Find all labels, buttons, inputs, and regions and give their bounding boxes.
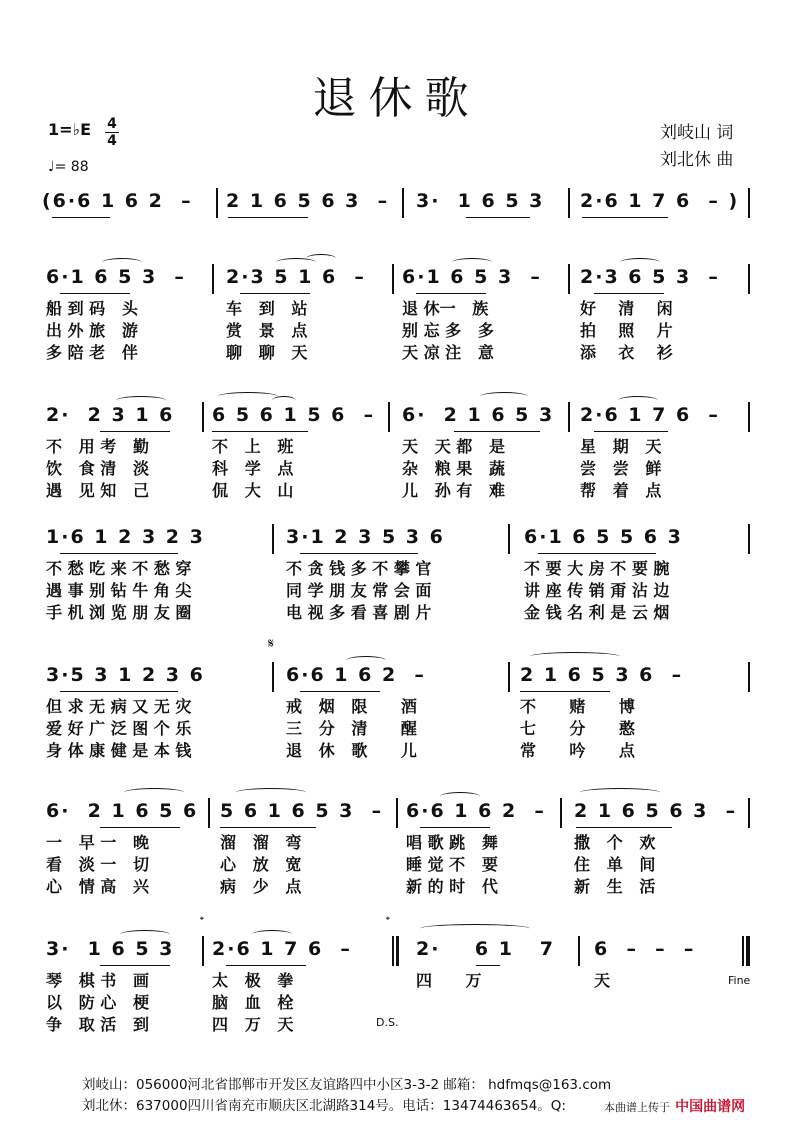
lyric: 杂 粮 果 蔬 xyxy=(402,459,505,478)
beam xyxy=(594,431,668,432)
barline xyxy=(272,524,274,554)
upload-note: 本曲谱上传于 xyxy=(604,1101,670,1114)
beam xyxy=(454,431,540,432)
lyric: 唱 歌 跳 舞 xyxy=(406,833,498,852)
lyric: 溜 溜 弯 xyxy=(220,833,302,852)
lyric: 不 上 班 xyxy=(212,437,294,456)
barline xyxy=(272,662,274,692)
lyric: 常 吟 点 xyxy=(520,741,635,760)
barline xyxy=(402,188,404,218)
lyric: 争 取 活 到 xyxy=(46,1015,149,1034)
notes-row xyxy=(40,186,755,218)
footer-composer-contact: 刘北休：637000四川省南充市顺庆区北湖路314号。电话：13474463654。Q: xyxy=(82,1098,566,1114)
measure: 2·3 6 5 3 – xyxy=(580,266,720,288)
lyric: 同 学 朋 友 常 会 面 xyxy=(286,581,432,600)
lyric: 别 忘 多 多 xyxy=(402,321,494,340)
barline xyxy=(568,188,570,218)
beam xyxy=(100,431,170,432)
repeat-barline xyxy=(392,936,394,966)
beam xyxy=(420,827,490,828)
barline xyxy=(748,264,750,294)
beam xyxy=(416,293,486,294)
lyric: 好 清 闲 xyxy=(580,299,673,318)
measure: 2·6 1 7 6 – ) xyxy=(580,190,740,212)
barline xyxy=(388,402,390,432)
lyric: 以 防 心 梗 xyxy=(46,993,149,1012)
measure: 6·6 1 6 2 – xyxy=(406,800,546,822)
measure: (6·6 1 6 2 – xyxy=(42,190,193,212)
measure: 2· 6 1 7 xyxy=(416,938,556,960)
lyric: 但 求 无 病 又 无 灾 xyxy=(46,697,192,716)
barline xyxy=(212,264,214,294)
barline xyxy=(748,188,750,218)
lyric: 多 陪 老 伴 xyxy=(46,343,138,362)
lyric: 不 愁 吃 来 不 愁 穿 xyxy=(46,559,192,578)
lyric: 讲 座 传 销 甭 沾 边 xyxy=(524,581,670,600)
lyric: 四 万 天 xyxy=(212,1015,294,1034)
lyricist-credit: 刘岐山 词 xyxy=(660,123,734,143)
measure: 1·6 1 2 3 2 3 xyxy=(46,526,205,548)
lyric: 身 体 康 健 是 本 钱 xyxy=(46,741,192,760)
barline xyxy=(748,524,750,554)
barline xyxy=(748,798,750,828)
beam xyxy=(300,553,418,554)
beam xyxy=(594,293,664,294)
measure: 2 1 6 5 6 3 – xyxy=(226,190,390,212)
measure: 6·1 6 5 3 – xyxy=(46,266,186,288)
lyric: 脑 血 栓 xyxy=(212,993,294,1012)
beam xyxy=(212,431,308,432)
barline xyxy=(202,936,204,966)
beam xyxy=(520,691,610,692)
lyric: 星 期 天 xyxy=(580,437,662,456)
final-barline xyxy=(742,936,744,966)
footer-lyricist-contact: 刘岐山：056000河北省邯郸市开发区友谊路四中小区3-3-2 邮箱： hdfmqs@163.com xyxy=(82,1077,612,1093)
time-signature xyxy=(105,116,119,149)
measure: 2·3 5 1 6 – xyxy=(226,266,366,288)
lyric: 聊 聊 天 xyxy=(226,343,308,362)
measure: 6·6 1 6 2 – xyxy=(286,664,426,686)
measure: 2 1 6 5 6 3 – xyxy=(574,800,738,822)
coda-sign-icon: 𝄌 xyxy=(386,914,390,927)
notes-row xyxy=(40,400,755,432)
measure: 6 – – – xyxy=(594,938,696,960)
barline xyxy=(202,402,204,432)
beam xyxy=(538,553,656,554)
measure: 3· 1 6 5 3 xyxy=(416,190,545,212)
measure: 6· 2 1 6 5 6 xyxy=(46,800,199,822)
lyric: 天 凉 注 意 xyxy=(402,343,494,362)
beam xyxy=(240,293,310,294)
lyric: 爱 好 广 泛 图 个 乐 xyxy=(46,719,192,738)
measure: 2· 2 3 1 6 xyxy=(46,404,175,426)
barline xyxy=(392,264,394,294)
measure: 2·6 1 7 6 – xyxy=(212,938,352,960)
lyric: 赏 景 点 xyxy=(226,321,308,340)
barline xyxy=(508,524,510,554)
lyric: 尝 尝 鲜 xyxy=(580,459,662,478)
lyric: 住 单 间 xyxy=(574,855,656,874)
lyric: 新 的 时 代 xyxy=(406,877,498,896)
lyric: 帮 着 点 xyxy=(580,481,662,500)
measure: 3· 1 6 5 3 xyxy=(46,938,175,960)
lyric: 戒 烟 限 酒 xyxy=(286,697,417,716)
barline xyxy=(568,402,570,432)
ds-mark: D.S. xyxy=(376,1016,399,1029)
barline xyxy=(216,188,218,218)
beam xyxy=(228,217,308,218)
lyric: 太 极 拳 xyxy=(212,971,294,990)
lyric: 不 贪 钱 多 不 攀 官 xyxy=(286,559,432,578)
lyric: 心 情 高 兴 xyxy=(46,877,149,896)
notes-row xyxy=(40,796,755,828)
beam xyxy=(60,691,178,692)
measure: 3·1 2 3 5 3 6 xyxy=(286,526,445,548)
beam xyxy=(100,965,170,966)
repeat-barline-thick xyxy=(396,936,399,966)
song-title: 退休歌 xyxy=(312,73,481,124)
tempo-mark: ♩= 88 xyxy=(48,159,89,175)
beam xyxy=(300,691,380,692)
lyric: 儿 孙 有 难 xyxy=(402,481,505,500)
beam xyxy=(576,827,672,828)
lyric: 出 外 旅 游 xyxy=(46,321,138,340)
notes-row xyxy=(40,262,755,294)
barline xyxy=(578,936,580,966)
segno-sign: 𝄋 xyxy=(268,636,275,652)
measure: 6· 2 1 6 5 3 xyxy=(402,404,555,426)
barline xyxy=(748,402,750,432)
measure: 6·1 6 5 3 – xyxy=(402,266,542,288)
beam xyxy=(226,965,306,966)
coda-sign-icon: 𝄌 xyxy=(200,914,204,927)
lyric: 金 钱 名 利 是 云 烟 xyxy=(524,603,670,622)
beam xyxy=(220,827,316,828)
lyric: 不 用 考 勤 xyxy=(46,437,149,456)
measure: 6·1 6 5 5 6 3 xyxy=(524,526,683,548)
lyric: 病 少 点 xyxy=(220,877,302,896)
meter-bottom: 4 xyxy=(107,133,117,149)
measure: 2 1 6 5 3 6 – xyxy=(520,664,684,686)
lyric: 添 衣 衫 xyxy=(580,343,673,362)
lyric: 新 生 活 xyxy=(574,877,656,896)
beam xyxy=(582,217,668,218)
lyric: 天 xyxy=(594,971,611,990)
barline xyxy=(508,662,510,692)
lyric: 看 淡 一 切 xyxy=(46,855,149,874)
beam xyxy=(466,217,530,218)
beam xyxy=(60,553,178,554)
measure: 5 6 1 6 5 3 – xyxy=(220,800,384,822)
lyric: 退 休一 族 xyxy=(402,299,489,318)
lyric: 船 到 码 头 xyxy=(46,299,138,318)
barline xyxy=(208,798,210,828)
notes-row xyxy=(40,522,755,554)
lyric: 撒 个 欢 xyxy=(574,833,656,852)
lyric: 退 休 歌 儿 xyxy=(286,741,417,760)
lyric: 心 放 宽 xyxy=(220,855,302,874)
composer-credit: 刘北休 曲 xyxy=(660,150,734,170)
barline xyxy=(396,798,398,828)
lyric: 遇 见 知 己 xyxy=(46,481,149,500)
lyric: 不 赌 博 xyxy=(520,697,635,716)
slur xyxy=(420,924,530,933)
key-signature: 1=♭E xyxy=(48,120,92,139)
beam xyxy=(100,827,180,828)
beam xyxy=(52,217,110,218)
lyric: 遇 事 别 钻 牛 角 尖 xyxy=(46,581,192,600)
barline xyxy=(560,798,562,828)
site-logo: 中国曲谱网 xyxy=(675,1099,746,1115)
beam xyxy=(60,293,130,294)
meter-top: 4 xyxy=(107,116,117,132)
lyric: 琴 棋 书 画 xyxy=(46,971,149,990)
measure: 6 5 6 1 5 6 – xyxy=(212,404,376,426)
beam xyxy=(476,965,500,966)
lyric: 科 学 点 xyxy=(212,459,294,478)
lyric: 七 分 憨 xyxy=(520,719,635,738)
measure: 2·6 1 7 6 – xyxy=(580,404,720,426)
lyric: 手 机 浏 览 朋 友 圈 xyxy=(46,603,192,622)
lyric: 天 天 都 是 xyxy=(402,437,505,456)
lyric: 饮 食 清 淡 xyxy=(46,459,149,478)
notes-row xyxy=(40,660,755,692)
lyric: 拍 照 片 xyxy=(580,321,673,340)
lyric: 不 要 大 房 不 要 腕 xyxy=(524,559,670,578)
measure: 3·5 3 1 2 3 6 xyxy=(46,664,205,686)
lyric: 车 到 站 xyxy=(226,299,308,318)
barline xyxy=(748,662,750,692)
lyric: 电 视 多 看 喜 剧 片 xyxy=(286,603,432,622)
fine-mark: Fine xyxy=(728,974,751,987)
lyric: 侃 大 山 xyxy=(212,481,294,500)
upload-watermark xyxy=(600,1094,749,1118)
lyric: 一 早 一 晚 xyxy=(46,833,149,852)
lyric: 四 万 xyxy=(416,971,482,990)
lyric: 睡 觉 不 要 xyxy=(406,855,498,874)
notes-row xyxy=(40,934,755,966)
final-barline-thick xyxy=(746,936,750,966)
barline xyxy=(568,264,570,294)
lyric: 三 分 清 醒 xyxy=(286,719,417,738)
